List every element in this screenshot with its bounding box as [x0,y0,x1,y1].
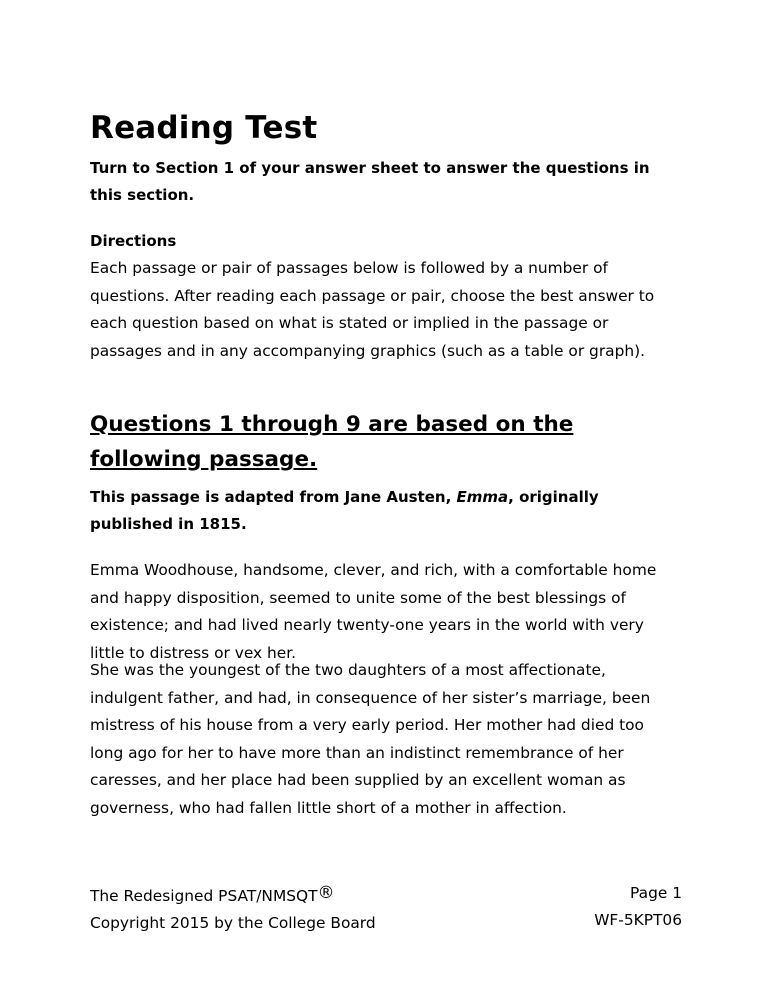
section-heading: Questions 1 through 9 are based on the following passage. [90,412,574,472]
intro-instructions: Turn to Section 1 of your answer sheet to answer the questions in this section. [90,159,650,204]
source-prefix: This passage is adapted from Jane Austen, [90,488,457,506]
document-page [90,0,690,994]
passage-paragraph: She was the youngest of the two daughters of a most affectionate, indulgent father, and had, in consequence of her sister’s marriage, been mistress of his house from a very early period. Her mother had died too long ago for her to have more than an indistinct remembrance of her caresses, and her place had been supplied by an excellent woman as governess, who had fallen little short of a mother in affection. [90,661,651,817]
form-code: WF-5KPT06 [594,911,682,929]
footer-product [90,880,376,910]
footer-right [594,880,682,934]
passage-source [90,484,680,538]
directions-heading: Directions [90,232,177,250]
source-suffix: , originally published in 1815. [90,488,599,533]
footer-copyright: Copyright 2015 by the College Board [90,914,376,932]
registered-mark: ® [317,883,335,903]
page-title: Reading Test [90,110,318,146]
product-name: The Redesigned PSAT/NMSQT [90,887,318,905]
footer-left [90,880,376,937]
source-work-title: Emma [456,488,509,506]
directions-text: Each passage or pair of passages below is followed by a number of questions. After reading each passage or pair, choose the best answer to each question based on what is stated or implied in the passage or passages and in any accompanying graphics (such as a table or graph). [90,259,655,360]
passage-paragraph: Emma Woodhouse, handsome, clever, and rich, with a comfortable home and happy disposition, seemed to unite some of the best blessings of existence; and had lived nearly twenty-one years in the world with very little to distress or vex her. [90,561,657,662]
page-number: Page 1 [630,884,682,902]
